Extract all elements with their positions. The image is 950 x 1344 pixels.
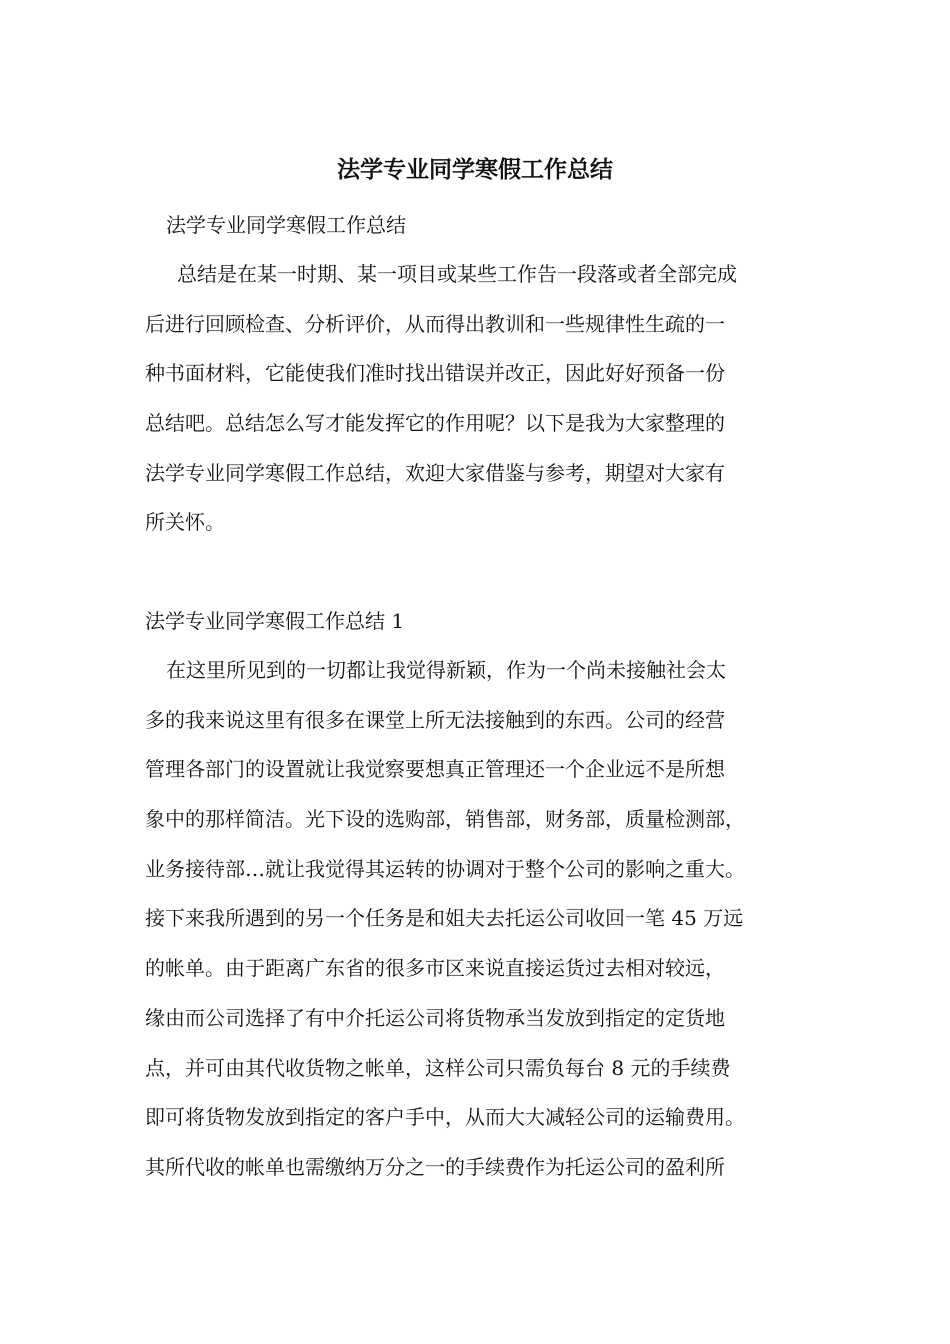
intro-paragraph (145, 250, 815, 548)
section-line: 其所代收的帐单也需缴纳万分之一的手续费作为托运公司的盈利所 (145, 1154, 725, 1179)
section-line: 多的我来说这里有很多在课堂上所无法接触到的东西。公司的经营 (145, 707, 725, 732)
section-line: 缘由而公司选择了有中介托运公司将货物承当发放到指定的定货地 (145, 1005, 725, 1030)
section-line: 管理各部门的设置就让我觉察要想真正管理还一个企业远不是所想 (145, 757, 725, 782)
intro-line: 法学专业同学寒假工作总结，欢迎大家借鉴与参考，期望对大家有 (145, 460, 725, 485)
intro-line: 总结吧。总结怎么写才能发挥它的作用呢？以下是我为大家整理的 (145, 411, 725, 436)
intro-line: 后进行回顾检查、分析评价，从而得出教训和一些规律性生疏的一 (145, 311, 725, 336)
section-line: 的帐单。由于距离广东省的很多市区来说直接运货过去相对较远， (145, 956, 725, 981)
section-paragraph (145, 646, 815, 1193)
section-line: 业务接待部…就让我觉得其运转的协调对于整个公司的影响之重大。 (145, 856, 745, 881)
section-line: 即可将货物发放到指定的客户手中，从而大大减轻公司的运输费用。 (145, 1105, 745, 1130)
section-line: 点，并可由其代收货物之帐单，这样公司只需负每台 8 元的手续费 (145, 1055, 731, 1080)
document-subtitle: 法学专业同学寒假工作总结 (166, 213, 406, 237)
section-line: 在这里所见到的一切都让我觉得新颖，作为一个尚未接触社会太 (166, 658, 726, 682)
intro-line: 所关怀。 (145, 510, 225, 535)
intro-line: 种书面材料，它能使我们准时找出错误并改正，因此好好预备一份 (145, 361, 725, 386)
section-line: 象中的那样简洁。光下设的选购部，销售部，财务部，质量检测部， (145, 807, 745, 832)
document-title: 法学专业同学寒假工作总结 (337, 156, 613, 183)
section-line: 接下来我所遇到的另一个任务是和姐夫去托运公司收回一笔 45 万远 (145, 906, 744, 931)
section-heading: 法学专业同学寒假工作总结 1 (145, 609, 405, 633)
intro-line: 总结是在某一时期、某一项目或某些工作告一段落或者全部完成 (177, 262, 737, 286)
